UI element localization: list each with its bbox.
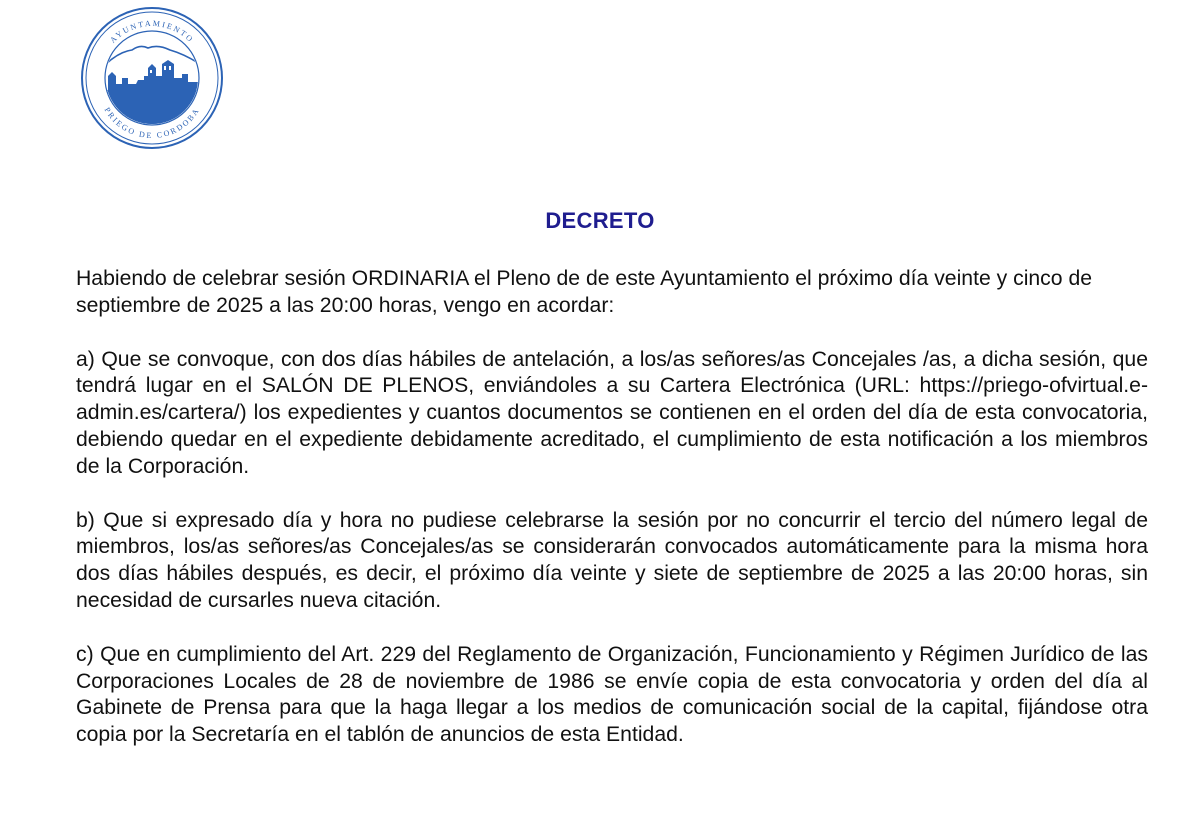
paragraph-a: a) Que se convoque, con dos días hábiles de antelación, a los/as señores/as Concejales /as, a dicha sesión, que tendrá lugar en el SALÓN DE PLENOS, enviándoles a su Cartera Electrónica (URL: https://priego-ofvirtual.e-admin.es/cartera/) los expedientes y cuantos documentos se contienen en el orden del día de esta convocatoria, debiendo quedar en el expediente debidamente acreditado, el cumplimiento de esta notificación a los miembros de la Corporación.: [76, 347, 1148, 478]
seal-emblem-icon: [78, 4, 226, 152]
document-title: DECRETO: [545, 208, 655, 233]
paragraph-c: c) Que en cumplimiento del Art. 229 del Reglamento de Organización, Funcionamiento y Régimen Jurídico de las Corporaciones Locales de 28 de noviembre de 1986 se envíe copia de esta convocatoria y orden del día al Gabinete de Prensa para que la haga llegar a los medios de comunicación social de la capital, fijándose otra copia por la Secretaría en el tablón de anuncios de esta Entidad.: [76, 642, 1148, 747]
seal-bottom-text: PRIEGO DE CORDOBA: [102, 105, 202, 141]
seal-top-text: AYUNTAMIENTO: [108, 18, 196, 45]
paragraph-intro: Habiendo de celebrar sesión ORDINARIA el Pleno de de este Ayuntamiento el próximo día veinte y cinco de septiembre de 2025 a las 20:00 horas, vengo en acordar:: [76, 267, 1093, 317]
municipal-seal-logo: [78, 4, 226, 152]
paragraph-b: b) Que si expresado día y hora no pudiese celebrarse la sesión por no concurrir el tercio del número legal de miembros, los/as señores/as Concejales/as se considerarán convocados automáticamente para la misma hora dos días hábiles después, es decir, el próximo día veinte y siete de septiembre de 2025 a las 20:00 horas, sin necesidad de cursarles nueva citación.: [76, 508, 1148, 612]
document-body: [76, 266, 1148, 776]
